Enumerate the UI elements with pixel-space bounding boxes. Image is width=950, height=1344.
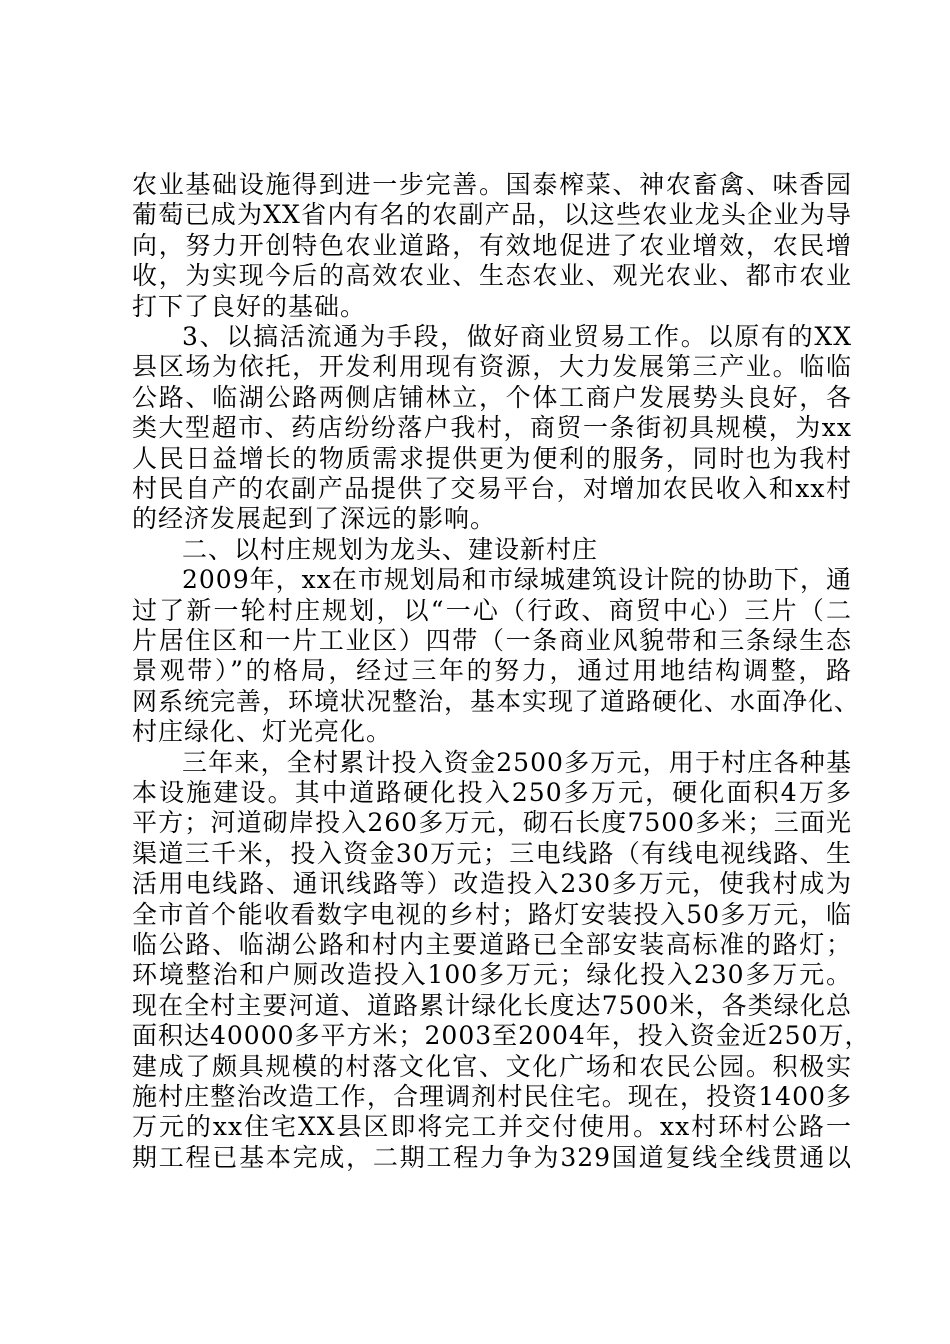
text-line: 临公路、临湖公路和村内主要道路已全部安装高标准的路灯；: [132, 930, 852, 959]
text-line: 活用电线路、通讯线路等）改造投入230多万元，使我村成为: [132, 869, 852, 899]
text-line: 三年来，全村累计投入资金2500多万元，用于村庄各种基: [182, 747, 852, 777]
text-line: 的经济发展起到了深远的影响。: [132, 504, 497, 534]
text-line: 现在全村主要河道、道路累计绿化长度达7500米，各类绿化总: [132, 990, 852, 1020]
text-line: 本设施建设。其中道路硬化投入250多万元，硬化面积4万多: [132, 778, 852, 807]
text-line: 环境整治和户厕改造投入100多万元；绿化投入230多万元。: [132, 960, 852, 990]
text-line: 网系统完善，环境状况整治，基本实现了道路硬化、水面净化、: [132, 686, 861, 716]
text-line: 收，为实现今后的高效农业、生态农业、观光农业、都市农业: [132, 261, 852, 291]
text-line: 期工程已基本完成，二期工程力争为329国道复线全线贯通以: [132, 1142, 852, 1172]
text-line: 全市首个能收看数字电视的乡村；路灯安装投入50多万元，临: [132, 899, 852, 929]
text-line: 村民自产的农副产品提供了交易平台，对增加农民收入和xx村: [132, 474, 852, 503]
text-line: 类大型超市、药店纷纷落户我村，商贸一条街初具规模，为xx: [132, 413, 852, 443]
text-line: 向，努力开创特色农业道路，有效地促进了农业增效，农民增: [132, 230, 852, 260]
text-line: 村庄绿化、灯光亮化。: [132, 717, 393, 747]
section-heading: 二、以村庄规划为龙头、建设新村庄: [182, 534, 599, 564]
text-line: 景观带）”的格局，经过三年的努力，通过用地结构调整，路: [132, 656, 852, 686]
text-line: 打下了良好的基础。: [132, 291, 367, 321]
text-line: 3、以搞活流通为手段，做好商业贸易工作。以原有的XX: [182, 322, 852, 351]
text-line: 县区场为依托，开发利用现有资源，大力发展第三产业。临临: [132, 352, 852, 382]
text-line: 建成了颇具规模的村落文化官、文化广场和农民公园。积极实: [132, 1051, 852, 1081]
text-line: 平方；河道砌岸投入260多万元，砌石长度7500多米；三面光: [132, 808, 852, 838]
text-line: 2009年，xx在市规划局和市绿城建筑设计院的协助下，通: [182, 565, 852, 595]
text-line: 施村庄整治改造工作，合理调剂村民住宅。现在，投资1400多: [132, 1082, 852, 1111]
text-line: 渠道三千米，投入资金30万元；三电线路（有线电视线路、生: [132, 838, 852, 868]
text-line: 农业基础设施得到进一步完善。国泰榨菜、神农畜禽、味香园: [132, 170, 852, 199]
text-line: 人民日益增长的物质需求提供更为便利的服务，同时也为我村: [132, 443, 852, 473]
text-line: 公路、临湖公路两侧店铺林立，个体工商户发展势头良好，各: [132, 382, 852, 412]
text-line: 万元的xx住宅XX县区即将完工并交付使用。xx村环村公路一: [132, 1112, 852, 1142]
text-line: 面积达40000多平方米；2003至2004年，投入资金近250万，: [132, 1021, 871, 1051]
text-line: 过了新一轮村庄规划，以“一心（行政、商贸中心）三片（二: [132, 595, 852, 625]
text-line: 片居住区和一片工业区）四带（一条商业风貌带和三条绿生态: [132, 626, 852, 655]
text-line: 葡萄已成为XX省内有名的农副产品，以这些农业龙头企业为导: [132, 200, 852, 230]
